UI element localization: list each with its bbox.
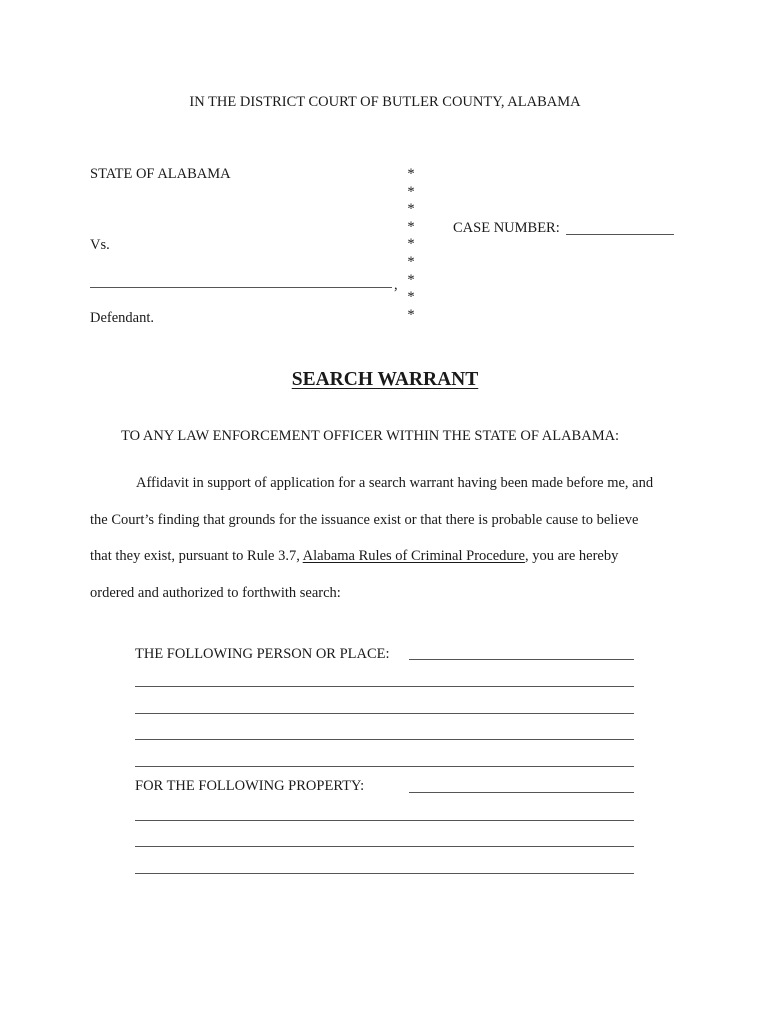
body-line-3 — [90, 538, 682, 575]
body-line-3-post: , you are hereby — [524, 548, 619, 564]
separator-star: * — [407, 218, 415, 235]
document-title-text: SEARCH WARRANT — [291, 369, 479, 390]
property-line[interactable] — [409, 792, 634, 793]
rule-reference: Alabama Rules of Criminal Procedure — [302, 548, 525, 564]
person-or-place-line[interactable] — [135, 739, 634, 740]
body-line-1: Affidavit in support of application for a search warrant having been made before me, and — [136, 475, 654, 491]
court-heading: IN THE DISTRICT COURT OF BUTLER COUNTY, ALABAMA — [189, 94, 581, 110]
separator-star: * — [407, 253, 415, 270]
case-number-line[interactable] — [566, 234, 674, 235]
property-line[interactable] — [135, 873, 634, 874]
separator-star: * — [407, 306, 415, 323]
separator-star: * — [407, 289, 415, 306]
person-or-place-line[interactable] — [135, 713, 634, 714]
body-line-4: ordered and authorized to forthwith search: — [90, 584, 341, 601]
separator-star: * — [407, 201, 415, 218]
caption-separator — [404, 165, 418, 323]
body-line-2: the Court’s finding that grounds for the issuance exist or that there is probable cause to believe — [90, 511, 639, 528]
person-or-place-line[interactable] — [135, 766, 634, 767]
property-label: FOR THE FOLLOWING PROPERTY: — [135, 778, 365, 794]
defendant-name-line[interactable] — [90, 287, 392, 288]
separator-star: * — [407, 183, 415, 200]
defendant-label: Defendant. — [90, 310, 155, 326]
document-title — [0, 368, 770, 392]
separator-star: * — [407, 236, 415, 253]
person-or-place-label: THE FOLLOWING PERSON OR PLACE: — [135, 646, 390, 662]
warrant-body — [90, 465, 682, 611]
separator-star: * — [407, 271, 415, 288]
body-line-3-pre: that they exist, pursuant to Rule 3.7, — [90, 548, 303, 564]
defendant-comma: , — [394, 277, 398, 293]
person-or-place-line[interactable] — [409, 659, 634, 660]
versus-label: Vs. — [90, 237, 110, 253]
person-or-place-line[interactable] — [135, 686, 634, 687]
case-number-label: CASE NUMBER: — [453, 220, 560, 236]
plaintiff-name: STATE OF ALABAMA — [90, 166, 231, 182]
property-line[interactable] — [135, 820, 634, 821]
separator-star: * — [407, 166, 415, 182]
property-line[interactable] — [135, 846, 634, 847]
address-line: TO ANY LAW ENFORCEMENT OFFICER WITHIN THE STATE OF ALABAMA: — [121, 428, 620, 444]
